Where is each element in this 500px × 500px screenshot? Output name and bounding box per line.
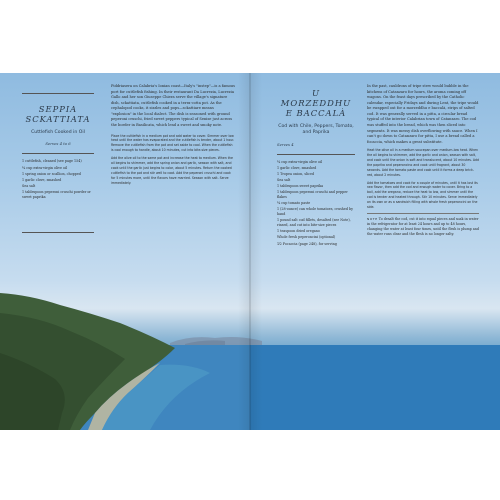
note-text: To desalt the cod, cut it into equal pieces and soak in water in the refrigerator for at least 24 hours and up to 48 hours, changing the water at least four times, until the flesh is plump and the water runs clear and the flesh is no longer salty. [367, 216, 479, 237]
left-intro [111, 84, 235, 129]
left-method-step-1: Place the cuttlefish in a medium pot and add water to cover. Simmer over low heat until the water has evaporated and the cuttlefish is tender, about 1 hour. Remove the cuttlefish from the pot and set aside to cool. When the cuttlefish is cool enough to handle, about 10 minutes, cut into bite-size pieces. [111, 133, 235, 153]
left-method [111, 134, 235, 186]
right-intro-paragraph: In the past, cauldrons of tripe stew would bubble in the kitchens of Catanzaro for hours, the aroma coming off wagons. On the feast days prescribed by the Catholic calendar, especially Fridays and during Lent, the tripe would be swapped out for a morzeddhu e baccalà, strips of salted cod. It was generally served in a pitta, a circular bread typical of the interior Calabrian town of Catanzaro. The cod was stuffed into the bread, which was then sliced into segments. It was messy dish overflowing with sauce. When I can't go down to Catanzaro for pitta, I use a bread called a focaccia, which makes a great substitute. [367, 84, 479, 144]
left-recipe-card [22, 93, 94, 233]
right-ingredient-item: 1 garlic clove, smashed [277, 165, 317, 170]
right-recipe-note [367, 213, 479, 237]
divider [22, 153, 94, 154]
left-method-step-2: Add the olive oil to the same pot and increase the heat to medium. When the oil begins to shimmer, add the spring onion and garlic, season with salt, and cook until the garlic just begins to color, about 5 minutes. Return the cooked cuttlefish to the pot and stir well to coat. Add the peperoni cruschi and cook for 5 minutes more, until the flavors have married. Season with salt. Serve immediately. [111, 156, 233, 185]
right-ingredient-item: 1 (28-ounce) can whole tomatoes, crushed by hand [277, 207, 353, 217]
right-ingredient-item: ¼ cup tomato paste [277, 201, 311, 206]
note-label: NOTE [367, 216, 378, 221]
right-recipe-title-line-2: E BACCALÀ [285, 108, 347, 119]
left-recipe-title: SEPPIA SCKATTIATA [25, 104, 91, 125]
left-recipe-subtitle: Cuttlefish Cooked in Oil [31, 130, 85, 136]
left-ingredient-item: 1 cuttlefish, cleaned (see page 154) [22, 159, 82, 164]
right-recipe-subtitle: Cod with Chile, Peppers, Tomato, and Paprika [278, 124, 354, 136]
right-recipe-title-line-1: U MORZEDDHU [280, 88, 352, 109]
right-ingredient-item: ¼ cup extra-virgin olive oil [277, 159, 323, 164]
right-ingredient-item: 1⁄2 Focaccia (page 248), for serving [277, 241, 337, 246]
left-ingredient-item: Sea salt [22, 183, 36, 188]
right-ingredient-item: 1 pound salt cod fillets, desalted (see Note), rinsed, and cut into bite-size pieces [277, 218, 351, 228]
right-ingredient-item: 1 tablespoon sweet paprika [277, 184, 324, 189]
left-intro-paragraph: Piddriasera on Calabria's Ionian coast—Italy's "instep"—is a famous port for cuttlefish fishing. In their restaurant Da Lucrezia, Lucrezia Gallo and her son Giuseppe Chiera serve the village's signature dish, sckattiata, cuttlefish cooked in a terra-cotta pot. As the cephalopod cooks, it sizzles and pops—sckattiare means "explosion" in the local dialect. The dish is seasoned with ground peperoni cruschi, fried sweet peppers typical of Senise just across the border in Basilicata, which lend a sweet and smoky note. [111, 84, 235, 127]
right-ingredient-item: 1 teaspoon dried oregano [277, 229, 320, 234]
right-ingredient-item: Sea salt [277, 178, 291, 183]
left-ingredient-list [22, 159, 94, 199]
left-recipe-serves: Serves 4 to 6 [45, 141, 71, 147]
left-ingredient-item: 1 tablespoon peperoni cruschi powder or sweet paprika [22, 190, 91, 199]
right-recipe-serves: Serves 4 [277, 141, 294, 147]
left-ingredient-item: 1 spring onion or scallion, chopped [22, 171, 81, 176]
right-ingredient-list [277, 160, 355, 247]
left-recipe-body [111, 84, 235, 188]
left-ingredient-item: ¼ cup extra-virgin olive oil [22, 165, 68, 170]
right-ingredient-item: 1 Tropea onion, sliced [277, 171, 315, 176]
right-recipe-card [277, 88, 355, 248]
book-spine [249, 73, 251, 430]
right-ingredient-item: Whole fresh peperoncini (optional) [277, 235, 336, 240]
right-recipe-title [277, 88, 355, 118]
right-method-step-1: Heat the olive oil in a medium saucepan over medium-low heat. When the oil begins to shimmer, add the garlic and onion, season with salt, and cook until the onion is soft and translucent, about 10 minutes. Add the paprika and peperoncino and cook until fragrant, about 30 seconds. Add the tomato paste and cook until it forms a deep brick-red, about 2 minutes. [367, 148, 480, 177]
right-method [367, 148, 479, 210]
right-intro [367, 84, 479, 145]
divider [277, 154, 355, 155]
right-method-step-2: Add the tomatoes and cook for a couple of minutes, until it has lost its raw flavor, then add the cod and enough water to cover. Bring to a boil, add the oregano, reduce the heat to low, and simmer until the cod is tender and heated through. Stir 10 minutes. Serve immediately on its own or as a sandwich filling with whole fresh peperoncini on the side. [367, 180, 478, 209]
left-ingredient-item: 1 garlic clove, smashed [22, 177, 62, 182]
right-ingredient-item: 1 tablespoon peperoni cruschi and pepper flakes [277, 190, 348, 200]
right-recipe-body [367, 84, 479, 237]
